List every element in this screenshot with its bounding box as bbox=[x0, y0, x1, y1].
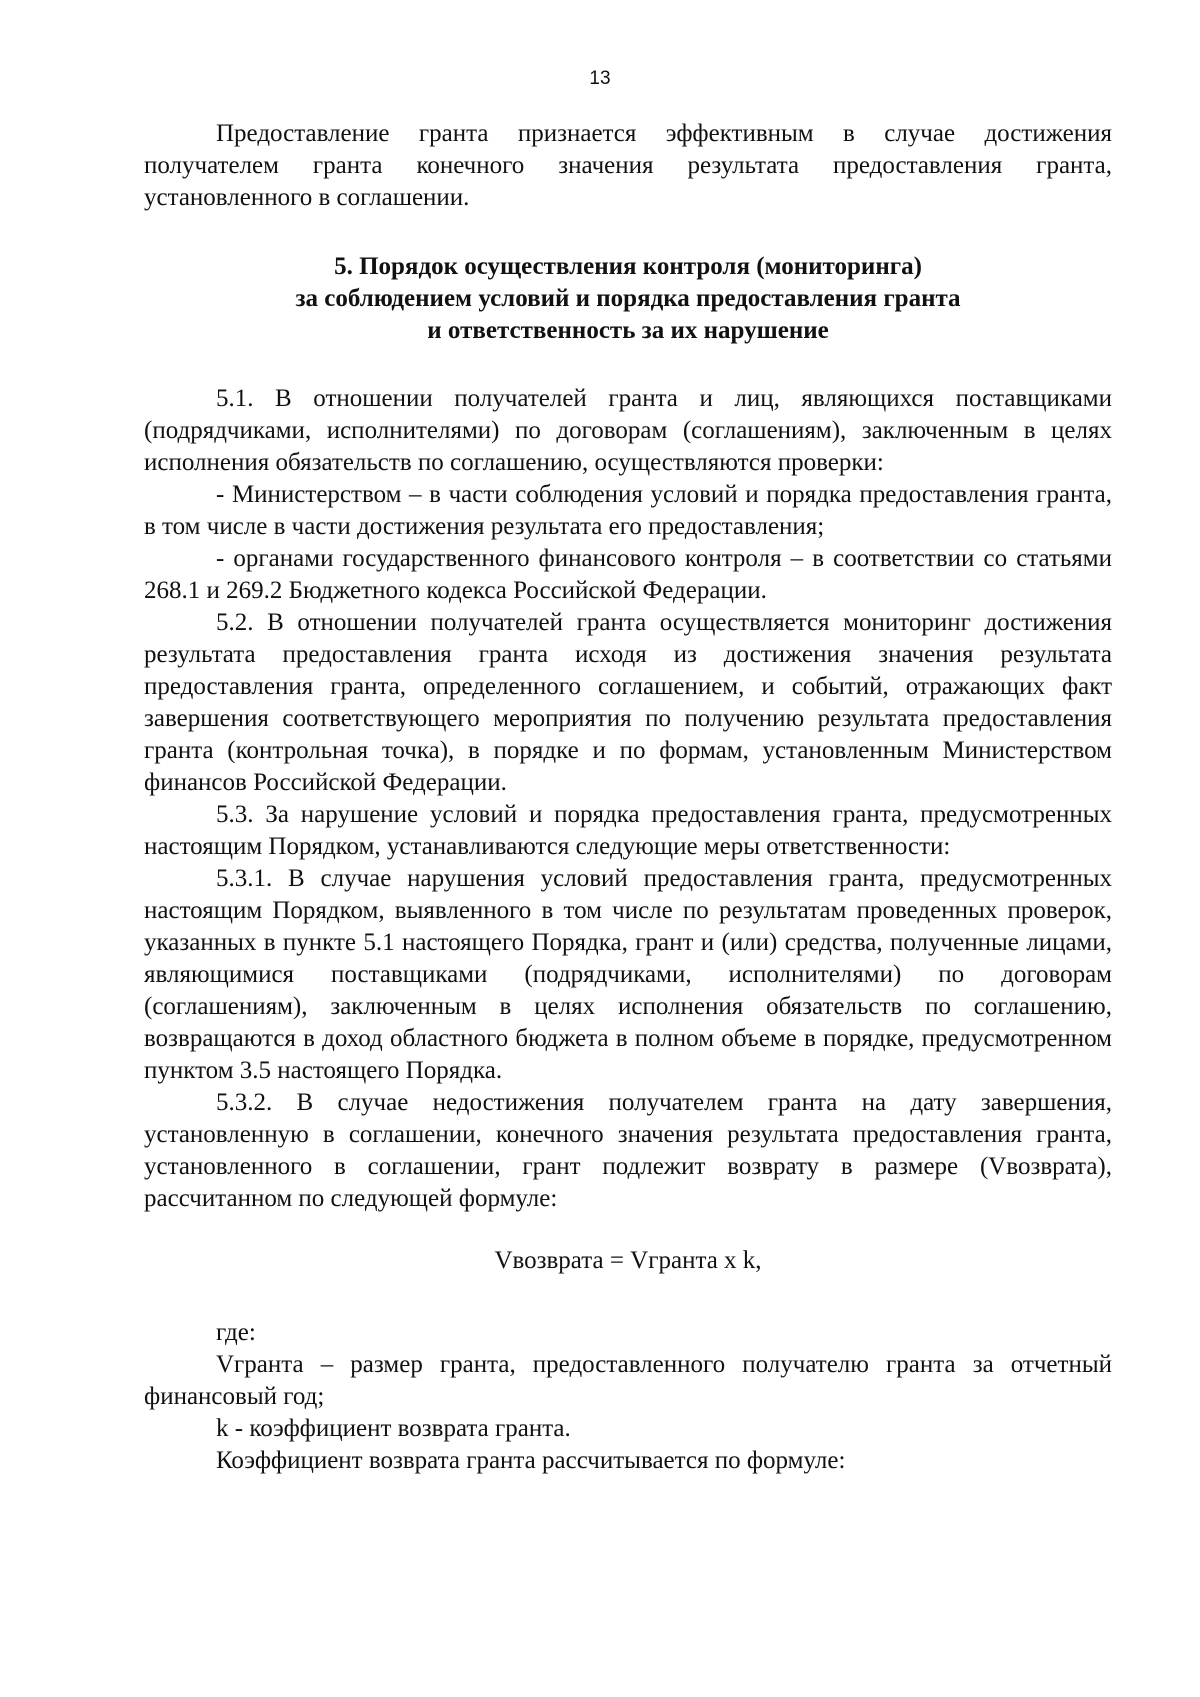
definition-v-granta: Vгранта – размер гранта, предоставленного получателю гранта за отчетный финансовый год; bbox=[144, 1351, 1112, 1410]
paragraph-5-1: 5.1. В отношении получателей гранта и лиц, являющихся поставщиками (подрядчиками, исполнителями) по договорам (соглашениям), заключенным в целях исполнения обязательств по соглашению, осуществляются проверки: bbox=[144, 385, 1112, 476]
definition-k: k - коэффициент возврата гранта. bbox=[216, 1415, 571, 1442]
section-heading-line-1: 5. Порядок осуществления контроля (мониторинга) bbox=[334, 253, 922, 280]
section-heading-line-3: и ответственность за их нарушение bbox=[427, 317, 829, 344]
closing-line: Коэффициент возврата гранта рассчитывается по формуле: bbox=[216, 1447, 846, 1474]
paragraph-5-1-control-bodies: - органами государственного финансового контроля – в соответствии со статьями 268.1 и 269.2 Бюджетного кодекса Российской Федерации. bbox=[144, 545, 1112, 604]
section-heading-line-2: за соблюдением условий и порядка предоставления гранта bbox=[295, 285, 961, 312]
paragraph-5-3-2: 5.3.2. В случае недостижения получателем гранта на дату завершения, установленную в соглашении, конечного значения результата предоставления гранта, установленного в соглашении, грант подлежит возврату в размере (Vвозврата), рассчитанном по следующей формуле: bbox=[144, 1089, 1112, 1212]
intro-paragraph: Предоставление гранта признается эффективным в случае достижения получателем гранта конечного значения результата предоставления гранта, установленного в соглашении. bbox=[144, 120, 1112, 211]
document-body bbox=[144, 118, 1112, 1477]
paragraph-5-3-1: 5.3.1. В случае нарушения условий предоставления гранта, предусмотренных настоящим Порядком, выявленного в том числе по результатам проведенных проверок, указанных в пункте 5.1 настоящего Порядка, грант и (или) средства, полученные лицами, являющимися поставщиками (подрядчиками, исполнителями) по договорам (соглашениям), заключенным в целях исполнения обязательств по соглашению, возвращаются в доход областного бюджета в полном объеме в порядке, предусмотренном пунктом 3.5 настоящего Порядка. bbox=[144, 865, 1112, 1084]
section-heading bbox=[144, 251, 1112, 347]
page-number: 13 bbox=[589, 68, 611, 89]
paragraph-5-1-ministry: - Министерством – в части соблюдения условий и порядка предоставления гранта, в том числе в части достижения результата его предоставления; bbox=[144, 481, 1112, 540]
paragraph-5-3: 5.3. За нарушение условий и порядка предоставления гранта, предусмотренных настоящим Порядком, устанавливаются следующие меры ответственности: bbox=[144, 801, 1112, 860]
where-label: где: bbox=[216, 1319, 256, 1346]
paragraph-5-2: 5.2. В отношении получателей гранта осуществляется мониторинг достижения результата предоставления гранта исходя из достижения значения результата предоставления гранта, определенного соглашением, и событий, отражающих факт завершения соответствующего мероприятия по получению результата предоставления гранта (контрольная точка), в порядке и по формам, установленным Министерством финансов Российской Федерации. bbox=[144, 609, 1112, 796]
return-formula: Vвозврата = Vгранта x k, bbox=[494, 1247, 762, 1274]
